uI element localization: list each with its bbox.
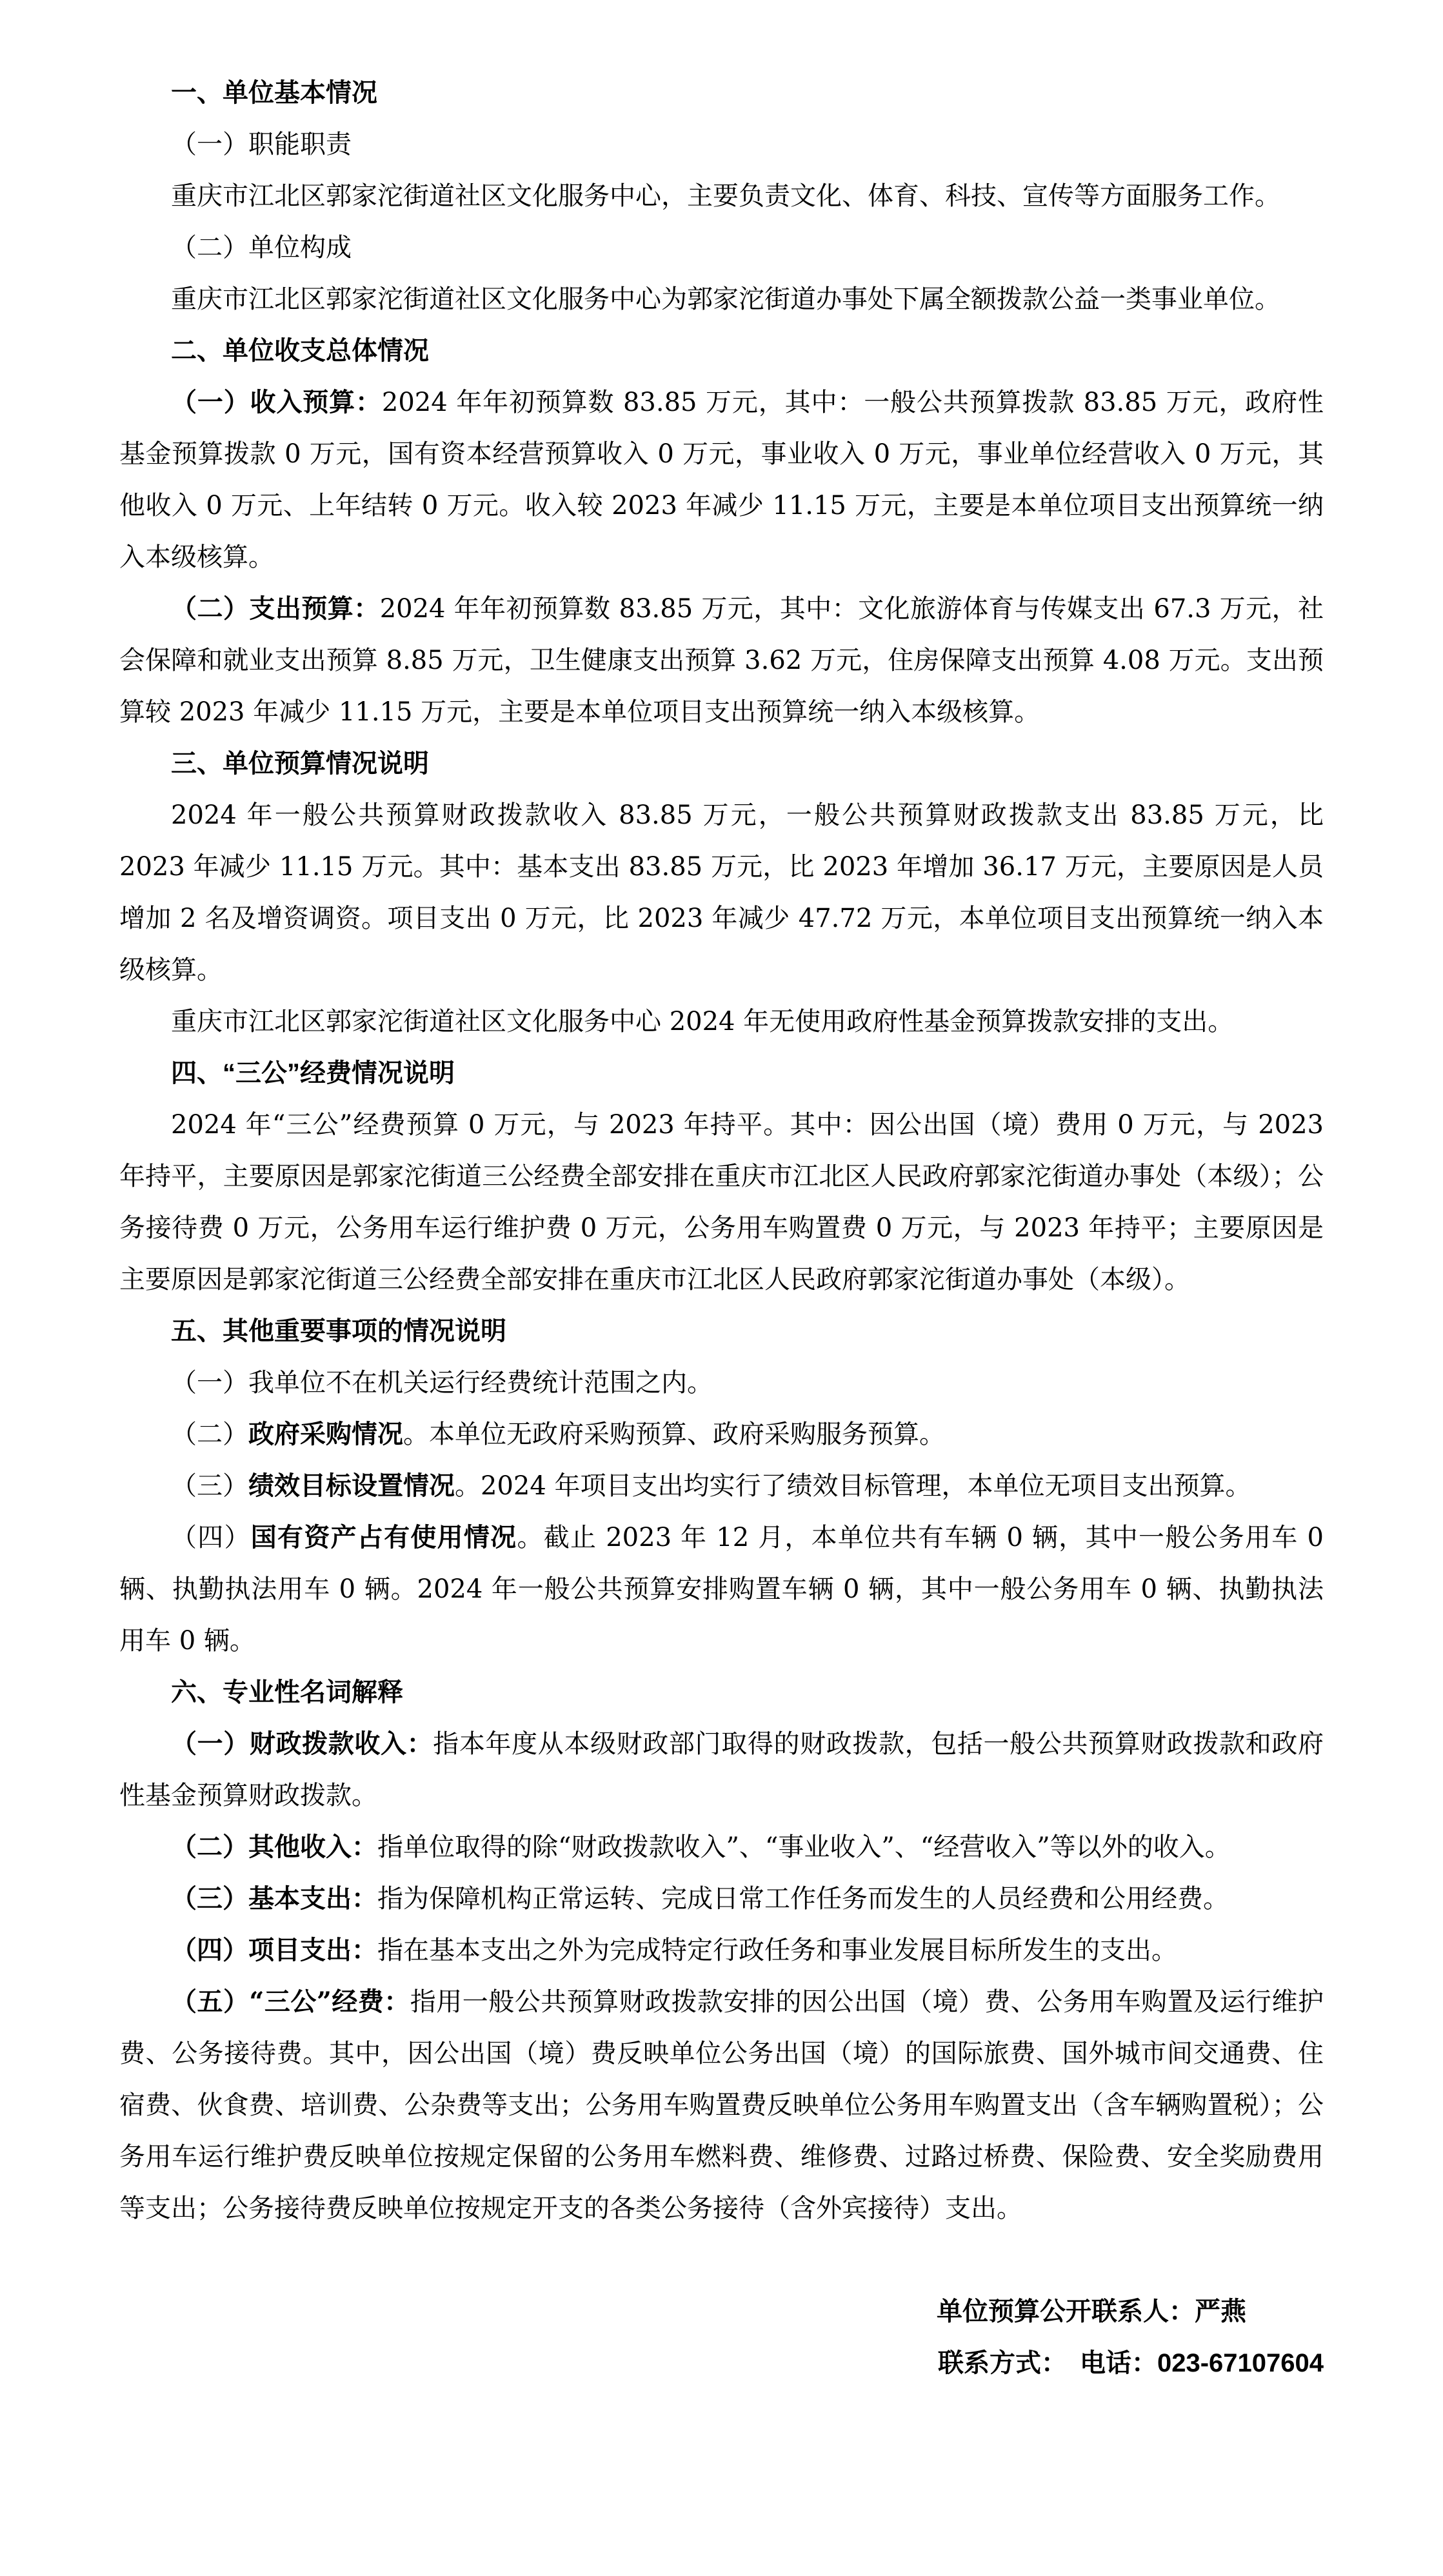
bold-term: （三）基本支出： bbox=[171, 1883, 377, 1914]
bold-term: 绩效目标设置情况 bbox=[248, 1471, 455, 1501]
text-segment: 2024 年年初预算数 83.85 万元，其中：一般公共预算拨款 83.85 万元，政府性基金预算拨款 0 万元，国有资本经营预算收入 0 万元，事业收入 0 万元，事业单位经营收入 0 万元，其他收入 0 万元、上年结转 0 万元。收入较 2023 年减少 11.15 万元，主要是本单位项目支出预算统一纳入本级核算。 bbox=[119, 388, 1324, 572]
text-segment: 2024 年年初预算数 83.85 万元，其中：文化旅游体育与传媒支出 67.3 万元，社会保障和就业支出预算 8.85 万元，卫生健康支出预算 3.62 万元，住房保障支出预算 4.08 万元。支出预算较 2023 年减少 11.15 万元，主要是本单位项目支出预算统一纳入本级核算。 bbox=[119, 594, 1324, 727]
text-segment: （三） bbox=[171, 1471, 248, 1501]
text-segment: 指在基本支出之外为完成特定行政任务和事业发展目标所发生的支出。 bbox=[377, 1936, 1177, 1965]
paragraph bbox=[119, 1873, 1324, 1925]
text-segment: 重庆市江北区郭家沱街道社区文化服务中心为郭家沱街道办事处下属全额拨款公益一类事业单位。 bbox=[171, 284, 1280, 314]
text-segment: 重庆市江北区郭家沱街道社区文化服务中心，主要负责文化、体育、科技、宣传等方面服务工作。 bbox=[171, 181, 1280, 211]
paragraph bbox=[119, 1357, 1324, 1409]
text-segment: （四） bbox=[171, 1523, 251, 1552]
bold-term: （一）财政拨款收入： bbox=[171, 1729, 433, 1759]
bold-term: （四）项目支出： bbox=[171, 1935, 377, 1965]
text-segment: 指为保障机构正常运转、完成日常工作任务而发生的人员经费和公用经费。 bbox=[377, 1884, 1229, 1914]
paragraph bbox=[119, 222, 1324, 273]
text-segment: 。2024 年项目支出均实行了绩效目标管理，本单位无项目支出预算。 bbox=[455, 1471, 1251, 1501]
paragraph bbox=[119, 583, 1324, 738]
paragraph bbox=[119, 1409, 1324, 1460]
paragraph bbox=[119, 1925, 1324, 1976]
paragraph bbox=[119, 119, 1324, 170]
section-6-heading: 六、专业性名词解释 bbox=[171, 1678, 403, 1707]
text-segment: （一）职能职责 bbox=[171, 130, 352, 159]
text-segment: 。截止 2023 年 12 月，本单位共有车辆 0 辆，其中一般公务用车 0 辆、执勤执法用车 0 辆。2024 年一般公共预算安排购置车辆 0 辆，其中一般公务用车 0 辆、执勤执法用车 0 辆。 bbox=[119, 1523, 1324, 1656]
text-segment: 指本年度从本级财政部门取得的财政拨款，包括一般公共预算财政拨款和政府性基金预算财政拨款。 bbox=[119, 1729, 1324, 1810]
paragraph bbox=[119, 1512, 1324, 1667]
section-5-heading: 五、其他重要事项的情况说明 bbox=[171, 1317, 506, 1345]
document-blocks bbox=[119, 67, 1324, 2234]
bold-term: 政府采购情况 bbox=[248, 1419, 403, 1449]
text-segment: （二） bbox=[171, 1420, 248, 1449]
paragraph bbox=[119, 273, 1324, 325]
text-segment: 2024 年一般公共预算财政拨款收入 83.85 万元，一般公共预算财政拨款支出 83.85 万元，比 2023 年减少 11.15 万元。其中：基本支出 83.85 万元，比 2023 年增加 36.17 万元，主要原因是人员增加 2 名及增资调资。项目支出 0 万元，比 2023 年减少 47.72 万元，本单位项目支出预算统一纳入本级核算。 bbox=[119, 800, 1324, 985]
text-segment: 指用一般公共预算财政拨款安排的因公出国（境）费、公务用车购置及运行维护费、公务接待费。其中，因公出国（境）费反映单位公务出国（境）的国际旅费、国外城市间交通费、住宿费、伙食费、培训费、公杂费等支出；公务用车购置费反映单位公务用车购置支出（含车辆购置税）；公务用车运行维护费反映单位按规定保留的公务用车燃料费、维修费、过路过桥费、保险费、安全奖励费用等支出；公务接待费反映单位按规定开支的各类公务接待（含外宾接待）支出。 bbox=[119, 1987, 1324, 2223]
bold-term: （二）其他收入： bbox=[171, 1832, 377, 1862]
text-segment: （二）单位构成 bbox=[171, 233, 352, 263]
text-segment: 2024 年“三公”经费预算 0 万元，与 2023 年持平。其中：因公出国（境）费用 0 万元，与 2023 年持平，主要原因是郭家沱街道三公经费全部安排在重庆市江北区人民政府郭家沱街道办事处（本级）；公务接待费 0 万元，公务用车运行维护费 0 万元，公务用车购置费 0 万元，与 2023 年持平；主要原因是主要原因是郭家沱街道三公经费全部安排在重庆市江北区人民政府郭家沱街道办事处（本级）。 bbox=[119, 1110, 1324, 1294]
paragraph bbox=[119, 170, 1324, 222]
bold-term: （一）收入预算： bbox=[171, 387, 382, 417]
text-segment: 重庆市江北区郭家沱街道社区文化服务中心 2024 年无使用政府性基金预算拨款安排的支出。 bbox=[171, 1007, 1234, 1036]
section-3-heading: 三、单位预算情况说明 bbox=[171, 749, 429, 778]
text-segment: （一）我单位不在机关运行经费统计范围之内。 bbox=[171, 1368, 713, 1398]
text-segment: 。本单位无政府采购预算、政府采购服务预算。 bbox=[403, 1420, 945, 1449]
contact-person-line: 单位预算公开联系人：严燕 bbox=[937, 2297, 1246, 2326]
paragraph bbox=[119, 996, 1324, 1047]
bold-term: （五）“三公”经费： bbox=[171, 1986, 410, 2017]
text-segment: 指单位取得的除“财政拨款收入”、“事业收入”、“经营收入”等以外的收入。 bbox=[377, 1832, 1231, 1862]
paragraph bbox=[119, 1718, 1324, 1821]
contact-phone-line: 联系方式： 电话：023-67107604 bbox=[937, 2349, 1324, 2377]
bold-term: 国有资产占有使用情况 bbox=[250, 1522, 517, 1552]
section-2-heading: 二、单位收支总体情况 bbox=[171, 337, 429, 365]
section-4-heading: 四、“三公”经费情况说明 bbox=[171, 1059, 455, 1087]
section-1-heading: 一、单位基本情况 bbox=[171, 79, 377, 107]
paragraph bbox=[119, 1976, 1324, 2234]
bold-term: （二）支出预算： bbox=[171, 593, 380, 624]
paragraph bbox=[119, 1099, 1324, 1305]
paragraph bbox=[119, 789, 1324, 996]
paragraph bbox=[119, 1821, 1324, 1873]
paragraph bbox=[119, 1460, 1324, 1512]
paragraph bbox=[119, 377, 1324, 583]
